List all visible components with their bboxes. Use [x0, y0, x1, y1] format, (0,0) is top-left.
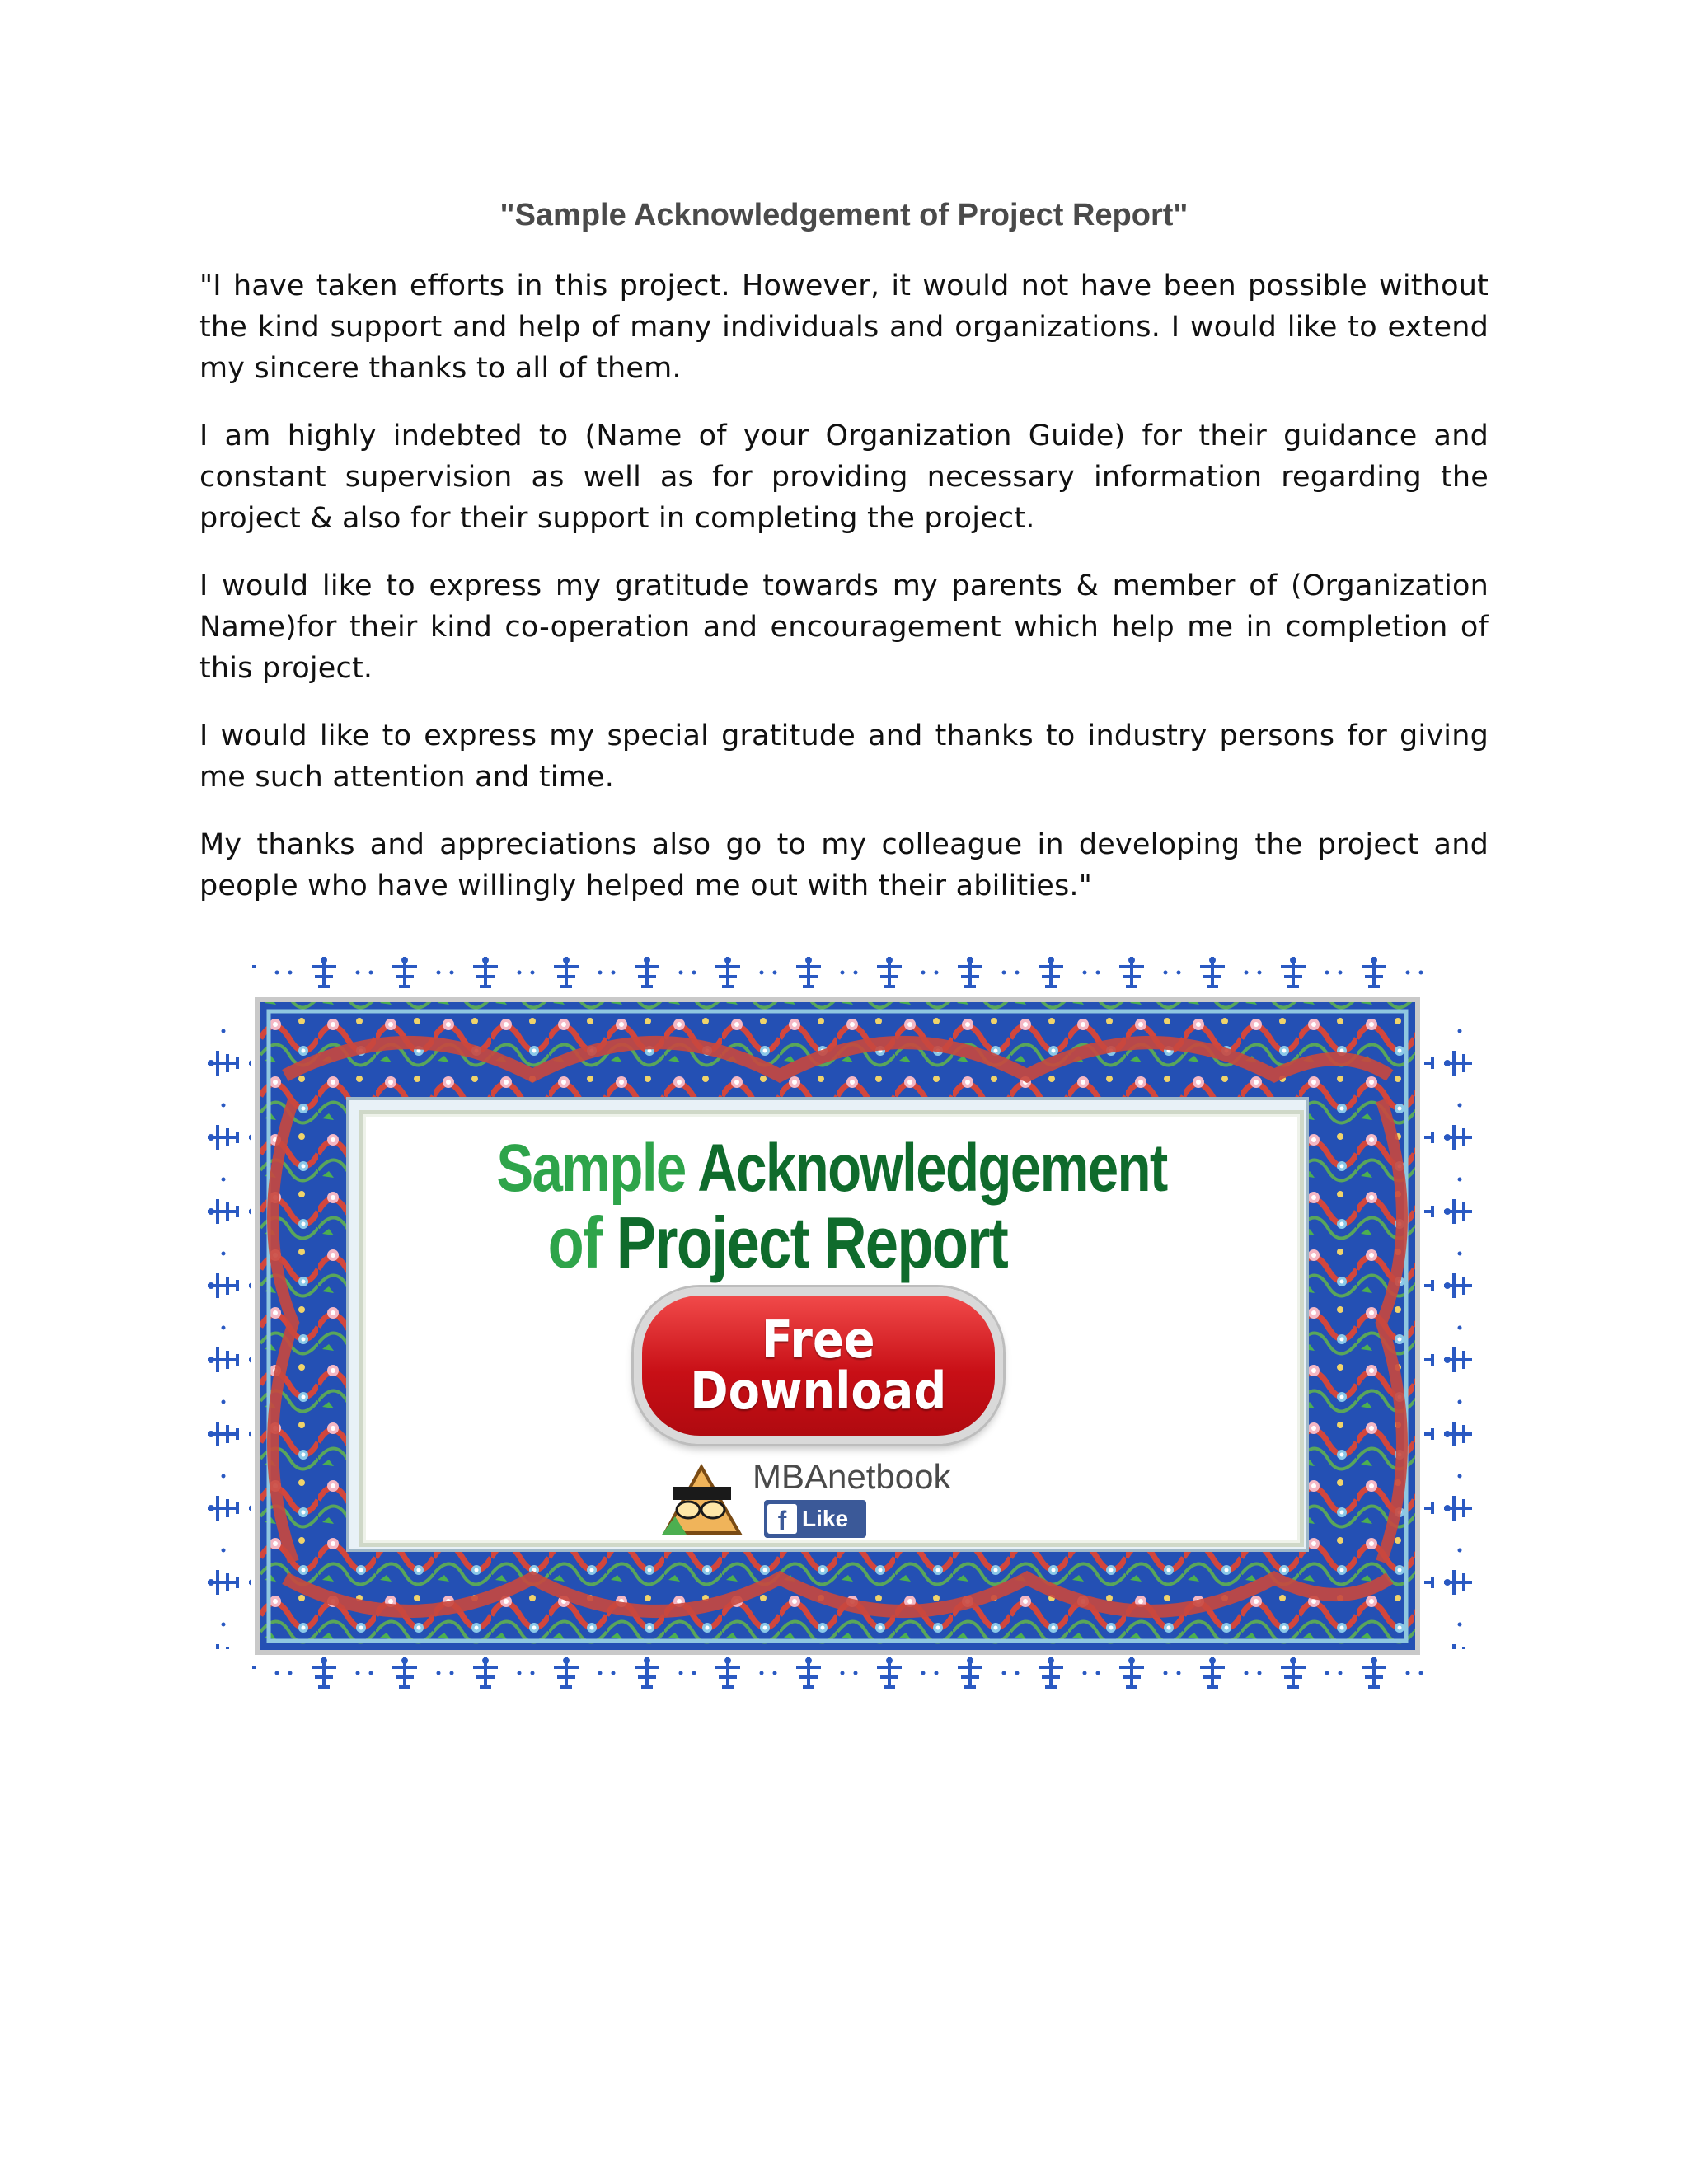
facebook-like-button[interactable]	[764, 1500, 866, 1538]
brand-name: MBAnetbook	[753, 1457, 951, 1496]
facebook-icon: f	[767, 1504, 797, 1534]
banner-word-of: of	[547, 1202, 602, 1283]
paragraph-1: "I have taken efforts in this project. However, it would not have been possible without the kind support and help of many individuals and organizations. I would like to extend my sincere thanks to all of them.	[199, 269, 1489, 385]
paragraph-5: My thanks and appreciations also go to my colleague in developing the project and people who have willingly helped me out with their abilities."	[199, 828, 1489, 902]
download-banner[interactable]	[203, 952, 1472, 1699]
banner-word-sample: Sample	[496, 1131, 686, 1206]
page-title: "Sample Acknowledgement of Project Report"	[499, 198, 1189, 232]
banner-heading-line1	[448, 1129, 1216, 1208]
banner-word-acknowledgement: Acknowledgement	[697, 1131, 1167, 1206]
paragraph-3: I would like to express my gratitude towards my parents & member of (Organization Name)for their kind co-operation and encouragement which help me in completion of this project.	[199, 569, 1489, 685]
banner-words-project-report: Project Report	[616, 1202, 1008, 1283]
free-download-label: Free Download	[690, 1310, 947, 1421]
like-label: Like	[802, 1506, 849, 1531]
document-body	[199, 265, 1489, 933]
paragraph-4: I would like to express my special gratitude and thanks to industry persons for giving me such attention and time.	[199, 719, 1489, 794]
mbanetbook-logo-icon	[659, 1459, 744, 1538]
paragraph-2: I am highly indebted to (Name of your Organization Guide) for their guidance and constant supervision as well as for providing necessary information regarding the project & also for their support in completing the project.	[199, 419, 1489, 535]
free-download-button[interactable]	[634, 1287, 1003, 1444]
banner-panel	[359, 1110, 1304, 1547]
banner-heading-line2	[394, 1203, 1162, 1282]
